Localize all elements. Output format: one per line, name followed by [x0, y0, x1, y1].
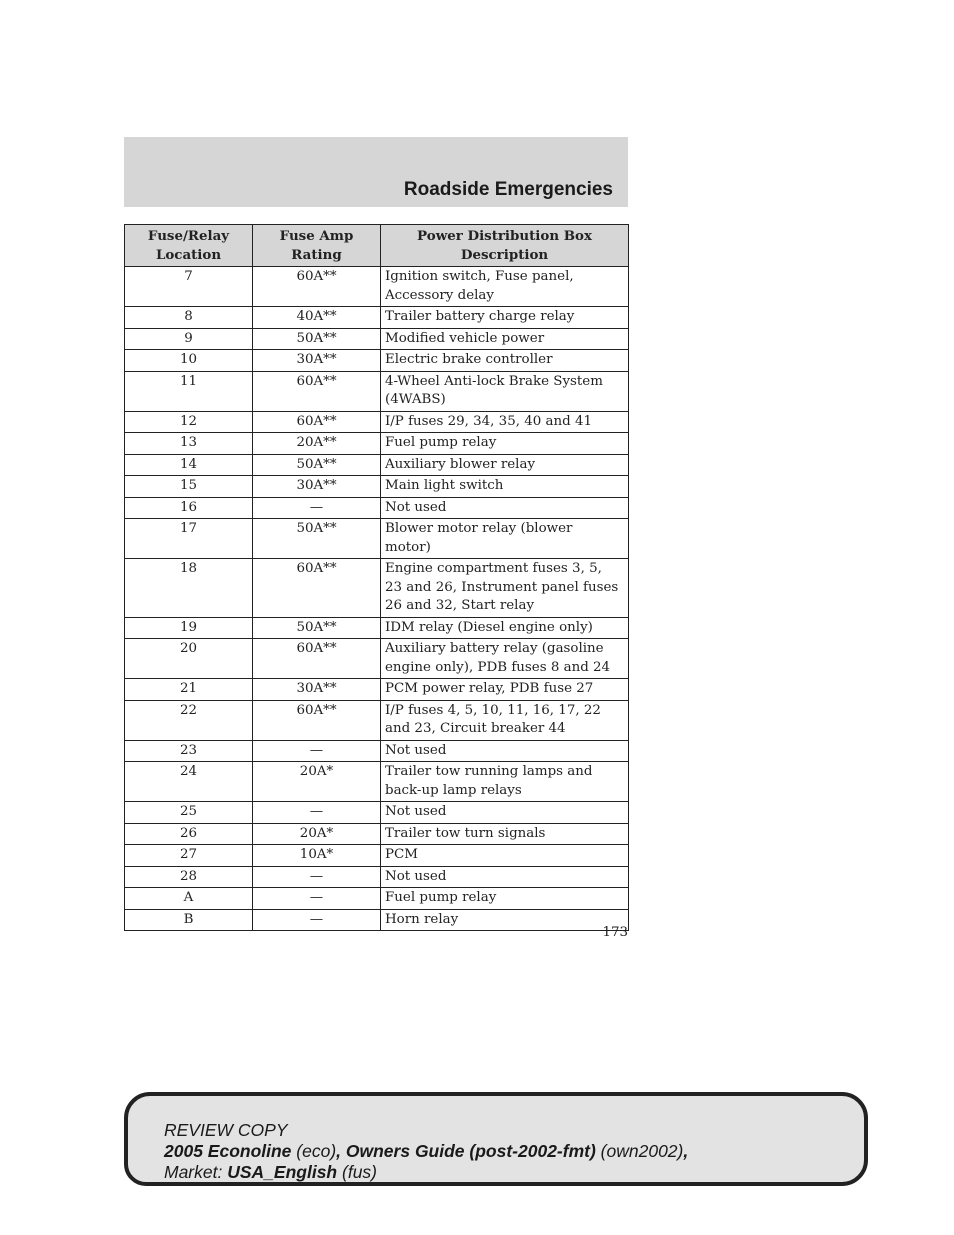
fuse-description-cell	[381, 679, 629, 701]
description-line: back-up lamp relays	[385, 782, 522, 798]
table-row	[125, 350, 629, 372]
fuse-location-cell: 17	[125, 519, 253, 559]
fuse-description-cell	[381, 454, 629, 476]
description-line: Trailer battery charge relay	[385, 309, 575, 324]
table-row	[125, 371, 629, 411]
fuse-description-cell	[381, 802, 629, 824]
table-row	[125, 617, 629, 639]
table-row	[125, 700, 629, 740]
description-line: Blower motor relay (blower	[385, 521, 573, 536]
table-row	[125, 497, 629, 519]
fuse-amp-cell: 20A*	[253, 823, 381, 845]
description-line: (4WABS)	[385, 392, 446, 407]
review-copy-label: REVIEW COPY	[164, 1120, 288, 1140]
fuse-location-cell: 13	[125, 433, 253, 455]
description-line: and 23, Circuit breaker 44	[385, 721, 566, 736]
fuse-description-cell	[381, 433, 629, 455]
fuse-amp-cell: 20A**	[253, 433, 381, 455]
description-line: Auxiliary battery relay (gasoline	[385, 641, 604, 656]
table-row	[125, 559, 629, 618]
description-line: Fuel pump relay	[385, 890, 497, 905]
fuse-amp-cell: 60A**	[253, 411, 381, 433]
description-line: PCM	[385, 847, 418, 862]
table-row	[125, 307, 629, 329]
fuse-amp-cell: 50A**	[253, 617, 381, 639]
fuse-description-cell	[381, 823, 629, 845]
fuse-amp-cell: 20A*	[253, 762, 381, 802]
header-description: Power Distribution Box Description	[381, 225, 629, 267]
fuse-description-cell	[381, 700, 629, 740]
fuse-description-cell	[381, 866, 629, 888]
fuse-amp-cell: 40A**	[253, 307, 381, 329]
description-line: Trailer tow running lamps and	[385, 764, 593, 779]
fuse-description-cell	[381, 519, 629, 559]
description-line: Not used	[385, 804, 447, 819]
fuse-amp-cell: —	[253, 802, 381, 824]
fuse-description-cell	[381, 267, 629, 307]
table-row	[125, 866, 629, 888]
table-row	[125, 888, 629, 910]
fuse-amp-cell: 30A**	[253, 476, 381, 498]
fuse-description-cell	[381, 411, 629, 433]
fuse-location-cell: 12	[125, 411, 253, 433]
description-line: Horn relay	[385, 911, 459, 927]
description-line: 23 and 26, Instrument panel fuses	[385, 579, 619, 595]
fuse-description-cell	[381, 350, 629, 372]
fuse-description-cell	[381, 639, 629, 679]
table-row	[125, 433, 629, 455]
description-line: Accessory delay	[385, 287, 494, 303]
fuse-description-cell	[381, 617, 629, 639]
fuse-amp-cell: —	[253, 497, 381, 519]
fuse-location-cell: 20	[125, 639, 253, 679]
table-row	[125, 476, 629, 498]
description-line: Auxiliary blower relay	[385, 456, 536, 472]
table-row	[125, 762, 629, 802]
fuse-description-cell	[381, 845, 629, 867]
description-line: 4-Wheel Anti-lock Brake System	[385, 373, 603, 389]
table-row	[125, 802, 629, 824]
description-line: engine only), PDB fuses 8 and 24	[385, 659, 611, 675]
description-line: Not used	[385, 499, 447, 515]
fuse-amp-cell: 60A**	[253, 267, 381, 307]
fuse-location-cell: 21	[125, 679, 253, 701]
fuse-amp-cell: —	[253, 866, 381, 888]
description-line: Trailer tow turn signals	[385, 825, 546, 841]
header-location: Fuse/Relay Location	[125, 225, 253, 267]
fuse-location-cell: 15	[125, 476, 253, 498]
description-line: Main light switch	[385, 478, 504, 493]
fuse-description-cell	[381, 740, 629, 762]
fuse-amp-cell: 10A*	[253, 845, 381, 867]
review-copy-text	[164, 1120, 688, 1183]
table-row	[125, 639, 629, 679]
fuse-location-cell: 19	[125, 617, 253, 639]
fuse-amp-cell: 60A**	[253, 639, 381, 679]
fuse-location-cell: 22	[125, 700, 253, 740]
description-line: Fuel pump relay	[385, 435, 497, 450]
description-line: Engine compartment fuses 3, 5,	[385, 561, 602, 576]
table-row	[125, 679, 629, 701]
fuse-amp-cell: 50A**	[253, 454, 381, 476]
header-amp-rating: Fuse Amp Rating	[253, 225, 381, 267]
review-copy-box	[124, 1092, 868, 1186]
description-line: I/P fuses 29, 34, 35, 40 and 41	[385, 413, 592, 429]
fuse-description-cell	[381, 762, 629, 802]
fuse-amp-cell: 50A**	[253, 519, 381, 559]
fuse-amp-cell: 60A**	[253, 700, 381, 740]
description-line: Not used	[385, 742, 447, 758]
table-row	[125, 519, 629, 559]
fuse-amp-cell: —	[253, 909, 381, 931]
table-row	[125, 267, 629, 307]
fuse-location-cell: 14	[125, 454, 253, 476]
fuse-location-cell: 16	[125, 497, 253, 519]
description-line: Electric brake controller	[385, 352, 553, 367]
fuse-location-cell: 7	[125, 267, 253, 307]
description-line: Ignition switch, Fuse panel,	[385, 269, 574, 284]
description-line: IDM relay (Diesel engine only)	[385, 619, 593, 635]
fuse-relay-table	[124, 224, 629, 931]
fuse-location-cell: 25	[125, 802, 253, 824]
fuse-location-cell: 10	[125, 350, 253, 372]
table-row	[125, 740, 629, 762]
description-line: PCM power relay, PDB fuse 27	[385, 681, 594, 696]
fuse-location-cell: 28	[125, 866, 253, 888]
table-row	[125, 328, 629, 350]
description-line: 26 and 32, Start relay	[385, 598, 535, 613]
fuse-amp-cell: 50A**	[253, 328, 381, 350]
description-line: I/P fuses 4, 5, 10, 11, 16, 17, 22	[385, 702, 601, 718]
fuse-location-cell: 26	[125, 823, 253, 845]
fuse-amp-cell: 30A**	[253, 350, 381, 372]
page-number: 173	[602, 925, 628, 940]
review-copy-guide-line: 2005 Econoline (eco), Owners Guide (post-2002-fmt) (own2002),	[164, 1141, 689, 1161]
fuse-description-cell	[381, 559, 629, 618]
review-copy-market-line: Market: USA_English (fus)	[164, 1162, 377, 1182]
table-row	[125, 823, 629, 845]
table-header-row	[125, 225, 629, 267]
fuse-location-cell: A	[125, 888, 253, 910]
fuse-amp-cell: —	[253, 888, 381, 910]
fuse-description-cell	[381, 307, 629, 329]
table-row	[125, 909, 629, 931]
section-header-band	[124, 137, 628, 207]
fuse-description-cell	[381, 497, 629, 519]
fuse-amp-cell: 30A**	[253, 679, 381, 701]
table-row	[125, 411, 629, 433]
fuse-location-cell: B	[125, 909, 253, 931]
fuse-amp-cell: 60A**	[253, 371, 381, 411]
fuse-location-cell: 23	[125, 740, 253, 762]
table-row	[125, 845, 629, 867]
fuse-location-cell: 18	[125, 559, 253, 618]
table-body	[125, 267, 629, 931]
fuse-description-cell	[381, 476, 629, 498]
description-line: Modified vehicle power	[385, 330, 545, 346]
fuse-location-cell: 27	[125, 845, 253, 867]
fuse-description-cell	[381, 888, 629, 910]
fuse-location-cell: 11	[125, 371, 253, 411]
fuse-amp-cell: —	[253, 740, 381, 762]
section-title: Roadside Emergencies	[403, 179, 613, 200]
description-line: Not used	[385, 868, 447, 884]
fuse-amp-cell: 60A**	[253, 559, 381, 618]
fuse-location-cell: 8	[125, 307, 253, 329]
table-row	[125, 454, 629, 476]
fuse-description-cell	[381, 371, 629, 411]
fuse-description-cell	[381, 328, 629, 350]
description-line: motor)	[385, 539, 431, 555]
fuse-location-cell: 9	[125, 328, 253, 350]
fuse-location-cell: 24	[125, 762, 253, 802]
